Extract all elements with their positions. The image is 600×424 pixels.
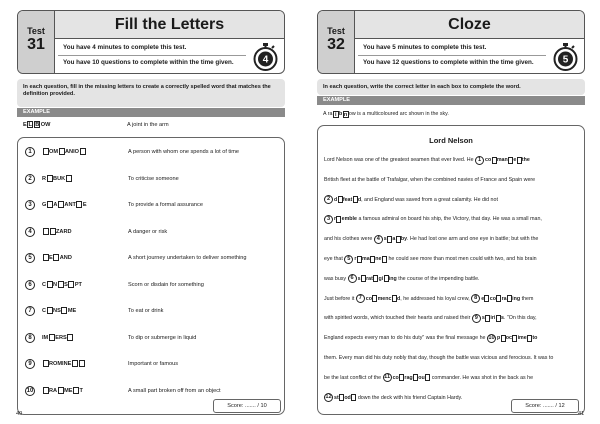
definition: A danger or risk [128,228,168,235]
passage-text: he could see more than most men could with two, and his brain [387,256,537,262]
letter-box[interactable] [485,315,490,322]
given-letters: AND [59,255,72,261]
given-letters: p [496,335,501,342]
passage-text: . "On this day, [503,315,537,322]
given-letters: a [392,236,396,243]
given-letters: s [357,275,361,282]
given-letters: IM [42,334,49,341]
letter-box[interactable] [361,275,366,282]
question-number: 8 [25,333,35,343]
given-letters: rat [366,275,373,282]
passage-line [324,313,578,323]
given-letters: ra [501,295,507,302]
letter-box[interactable] [392,295,397,302]
given-letters: S [64,281,68,288]
given-letters: OM [49,149,59,155]
letter-box[interactable] [399,374,404,381]
example-letter: O [40,122,46,128]
passage-line [324,175,578,185]
instructions: In each question, fill in the missing letters to create a correctly spelled word that matches the definition provided. [17,79,285,107]
passage-text: commander. He was shot in the back as he [430,374,534,381]
given-letters: emble [341,216,357,223]
question-number: 3 [324,215,333,224]
given-letters: r [334,216,337,223]
given-letters: to [532,335,538,342]
passage-line [324,254,578,264]
time-limit-text: You have 4 minutes to complete this test. [63,44,187,51]
passage-text: Just before it [324,295,356,302]
question-number: 5 [25,253,35,263]
test-header [317,10,585,74]
letter-box[interactable] [351,394,356,401]
given-letters: A [53,202,58,208]
time-limit-text: You have 5 minutes to complete this test. [363,44,487,51]
score-box: Score: ....... / 10 [213,399,281,413]
letter-box[interactable] [373,275,378,282]
letter-box[interactable] [507,295,512,302]
passage-line [324,214,578,224]
passage-text: and his clothes were [324,236,374,243]
given-letters: T [79,387,83,394]
given-letters: st [334,394,339,401]
definition: To eat or drink [128,308,164,314]
question-number: 10 [488,334,495,341]
definition: A person with whom one spends a lot of time [128,149,240,155]
letter-box[interactable] [496,315,501,322]
question-number: 5 [344,255,353,264]
example-label: EXAMPLE [17,108,285,117]
test-number-box [318,11,355,74]
example-letter: b [339,111,343,117]
given-letters: oc [505,335,512,342]
passage-line [324,333,578,343]
given-letters: menc [377,295,392,302]
given-letters: iri [490,315,496,322]
divider [358,55,546,56]
given-letters: ANIO [65,149,79,155]
letter-box[interactable] [353,196,358,203]
given-letters: co [365,295,372,302]
question-number: 9 [25,359,35,369]
question-count-text: You have 12 questions to complete within the time given. [363,59,534,66]
letter-box[interactable] [387,236,392,243]
letter-box[interactable] [384,275,389,282]
passage-line [324,353,578,363]
example-letter: B [35,122,40,128]
question-number: 6 [348,274,357,283]
given-letters: by [400,236,408,243]
definition: Scorn or disdain for something [128,281,204,288]
letter-box[interactable] [484,295,489,302]
definition: To criticise someone [128,175,179,182]
given-letters: E [49,255,53,261]
given-letters: man [496,157,508,163]
example-letter: W [45,122,51,128]
example-text-end: ow is a multicoloured arc shown in the sky. [348,111,449,117]
given-letters: co [392,374,399,381]
passage-text: , he addressed his loyal crew, [400,295,472,302]
timer-value: 5 [562,54,569,66]
given-letters: d [334,196,338,203]
passage-text: with spirited words, which touched their hearts and raised their [324,315,472,322]
given-letters: s [500,315,504,322]
letter-box[interactable] [501,335,506,342]
given-letters: ou [418,374,425,381]
question-number: 10 [26,387,34,394]
passage-line [324,294,578,304]
given-letters: d [357,196,362,203]
question-number: 2 [324,195,333,204]
passage-text: them [520,295,534,302]
passage-text: eye that [324,256,345,262]
passage-text: them. Every man did his duty nobly that day, though the battle was vicious and ferocious. It was to [324,355,554,361]
given-letters: e [481,295,485,302]
passage-text: Lord Nelson was one of the greatest seamen that ever lived. He [324,157,476,163]
example-sentence [323,109,579,119]
given-letters: PT [74,281,82,288]
given-letters: co [485,157,492,163]
given-letters: ZARD [56,228,72,235]
passage-line [324,155,578,165]
passage-text: the course of the impending battle. [396,275,480,282]
question-number: 9 [472,314,481,323]
example-label: EXAMPLE [317,96,585,105]
question-number: 12 [325,394,332,401]
letter-box[interactable] [357,256,362,263]
example-definition: A joint in the arm [127,122,169,128]
given-letters: G [42,202,47,208]
question-number: 1 [475,156,484,165]
given-letters: ma [361,256,370,262]
given-letters: N [53,281,58,288]
given-letters: ME [64,387,73,394]
given-letters: ime [517,335,527,342]
question-number: 6 [25,280,35,290]
letter-box[interactable] [338,196,343,203]
letter-box[interactable] [382,256,387,263]
given-letters: the [521,157,530,163]
given-letters: ERS [55,334,67,341]
letter-box[interactable] [336,216,341,223]
question-number: 2 [25,174,35,184]
test-number: 32 [327,36,345,53]
letter-box[interactable] [492,157,497,164]
given-letters: rag [404,374,413,381]
given-letters: R [42,175,47,182]
given-letters: E [82,202,87,208]
definition: To dip or submerge in liquid [128,334,197,341]
given-letters: co [489,295,496,302]
instructions: In each question, write the correct letter in each box to complete the word. [317,79,585,95]
given-letters: C [42,281,47,288]
passage-text: . He had lost one arm and one eye in battle; but with the [407,236,539,243]
test-number: 31 [27,36,45,53]
given-letters: gi [378,275,384,282]
page-number: 40 [16,411,23,417]
page-title: Fill the Letters [55,11,284,39]
question-number: 8 [471,294,480,303]
question-number: 7 [356,294,365,303]
given-letters: s [481,315,485,322]
given-letters: C [42,308,47,314]
given-letters: d [397,295,401,302]
passage-text: was busy [324,275,348,282]
question-number: 4 [25,227,35,237]
passage-title: Lord Nelson [429,136,473,145]
given-letters: ing [388,275,397,282]
passage-panel [317,125,585,415]
example-letter: E [23,122,27,128]
definition: Important or famous [128,361,179,367]
letter-box[interactable] [517,157,522,164]
letter-box[interactable] [413,374,418,381]
letter-box[interactable] [339,394,344,401]
question-count-text: You have 10 questions to complete within the time given. [63,59,234,66]
question-number: 1 [25,147,35,157]
passage-text: down the deck with his friend Captain Hardy. [356,394,463,401]
passage-text: be the last conflict of the [324,374,383,381]
passage-text: a famous admiral on board his ship, the Victory, that day. He was a small man, [356,216,542,223]
stopwatch-icon [553,42,578,72]
given-letters: od [344,394,351,401]
passage-line [324,195,578,205]
definition: A small part broken off from an object [128,387,221,394]
passage-text: , and England was saved from a great calamity. He did not [361,196,498,203]
passage-line [324,373,578,383]
letter-box[interactable] [425,374,430,381]
given-letters: e [513,157,517,163]
question-number: 4 [374,235,383,244]
question-number: 11 [384,374,391,381]
page-number: 41 [578,411,585,417]
test-label: Test [27,26,45,36]
letter-box[interactable] [396,236,401,243]
definition: To provide a formal assurance [128,202,203,208]
letter-box[interactable] [370,256,375,263]
passage-line [324,234,578,244]
given-letters: s [383,236,387,243]
given-letters: ROMINE [49,361,72,367]
given-letters: ME [67,308,77,314]
page-title: Cloze [355,11,584,39]
given-letters: NS [53,308,61,314]
given-letters: RA [49,387,58,394]
passage-text: England expects every man to do his duty" was the final message he [324,335,487,342]
timer-value: 4 [262,54,269,66]
score-box: Score: ....... / 12 [511,399,579,413]
letter-box[interactable] [496,295,501,302]
example-box: i [333,111,339,118]
passage-text: British fleet at the battle of Trafalgar, when the combined navies of France and Spain were [324,176,536,183]
example-text-start: A ra [323,111,333,117]
definition: A short journey undertaken to deliver something [128,255,247,261]
given-letters: ne [375,256,382,262]
given-letters: r [354,256,357,262]
example-box: n [343,111,348,118]
example-row [317,105,585,122]
letter-box[interactable] [372,295,377,302]
question-number: 3 [25,200,35,210]
letter-box[interactable] [527,335,532,342]
given-letters: feat [342,196,353,203]
test-label: Test [327,26,345,36]
given-letters: ANT [64,202,76,208]
example-letter: L [28,122,32,128]
given-letters: ing [512,295,521,302]
letter-box[interactable] [512,335,517,342]
passage-line [324,274,578,284]
given-letters: BUK [53,175,66,182]
letter-box[interactable] [508,157,513,164]
question-number: 7 [25,306,35,316]
